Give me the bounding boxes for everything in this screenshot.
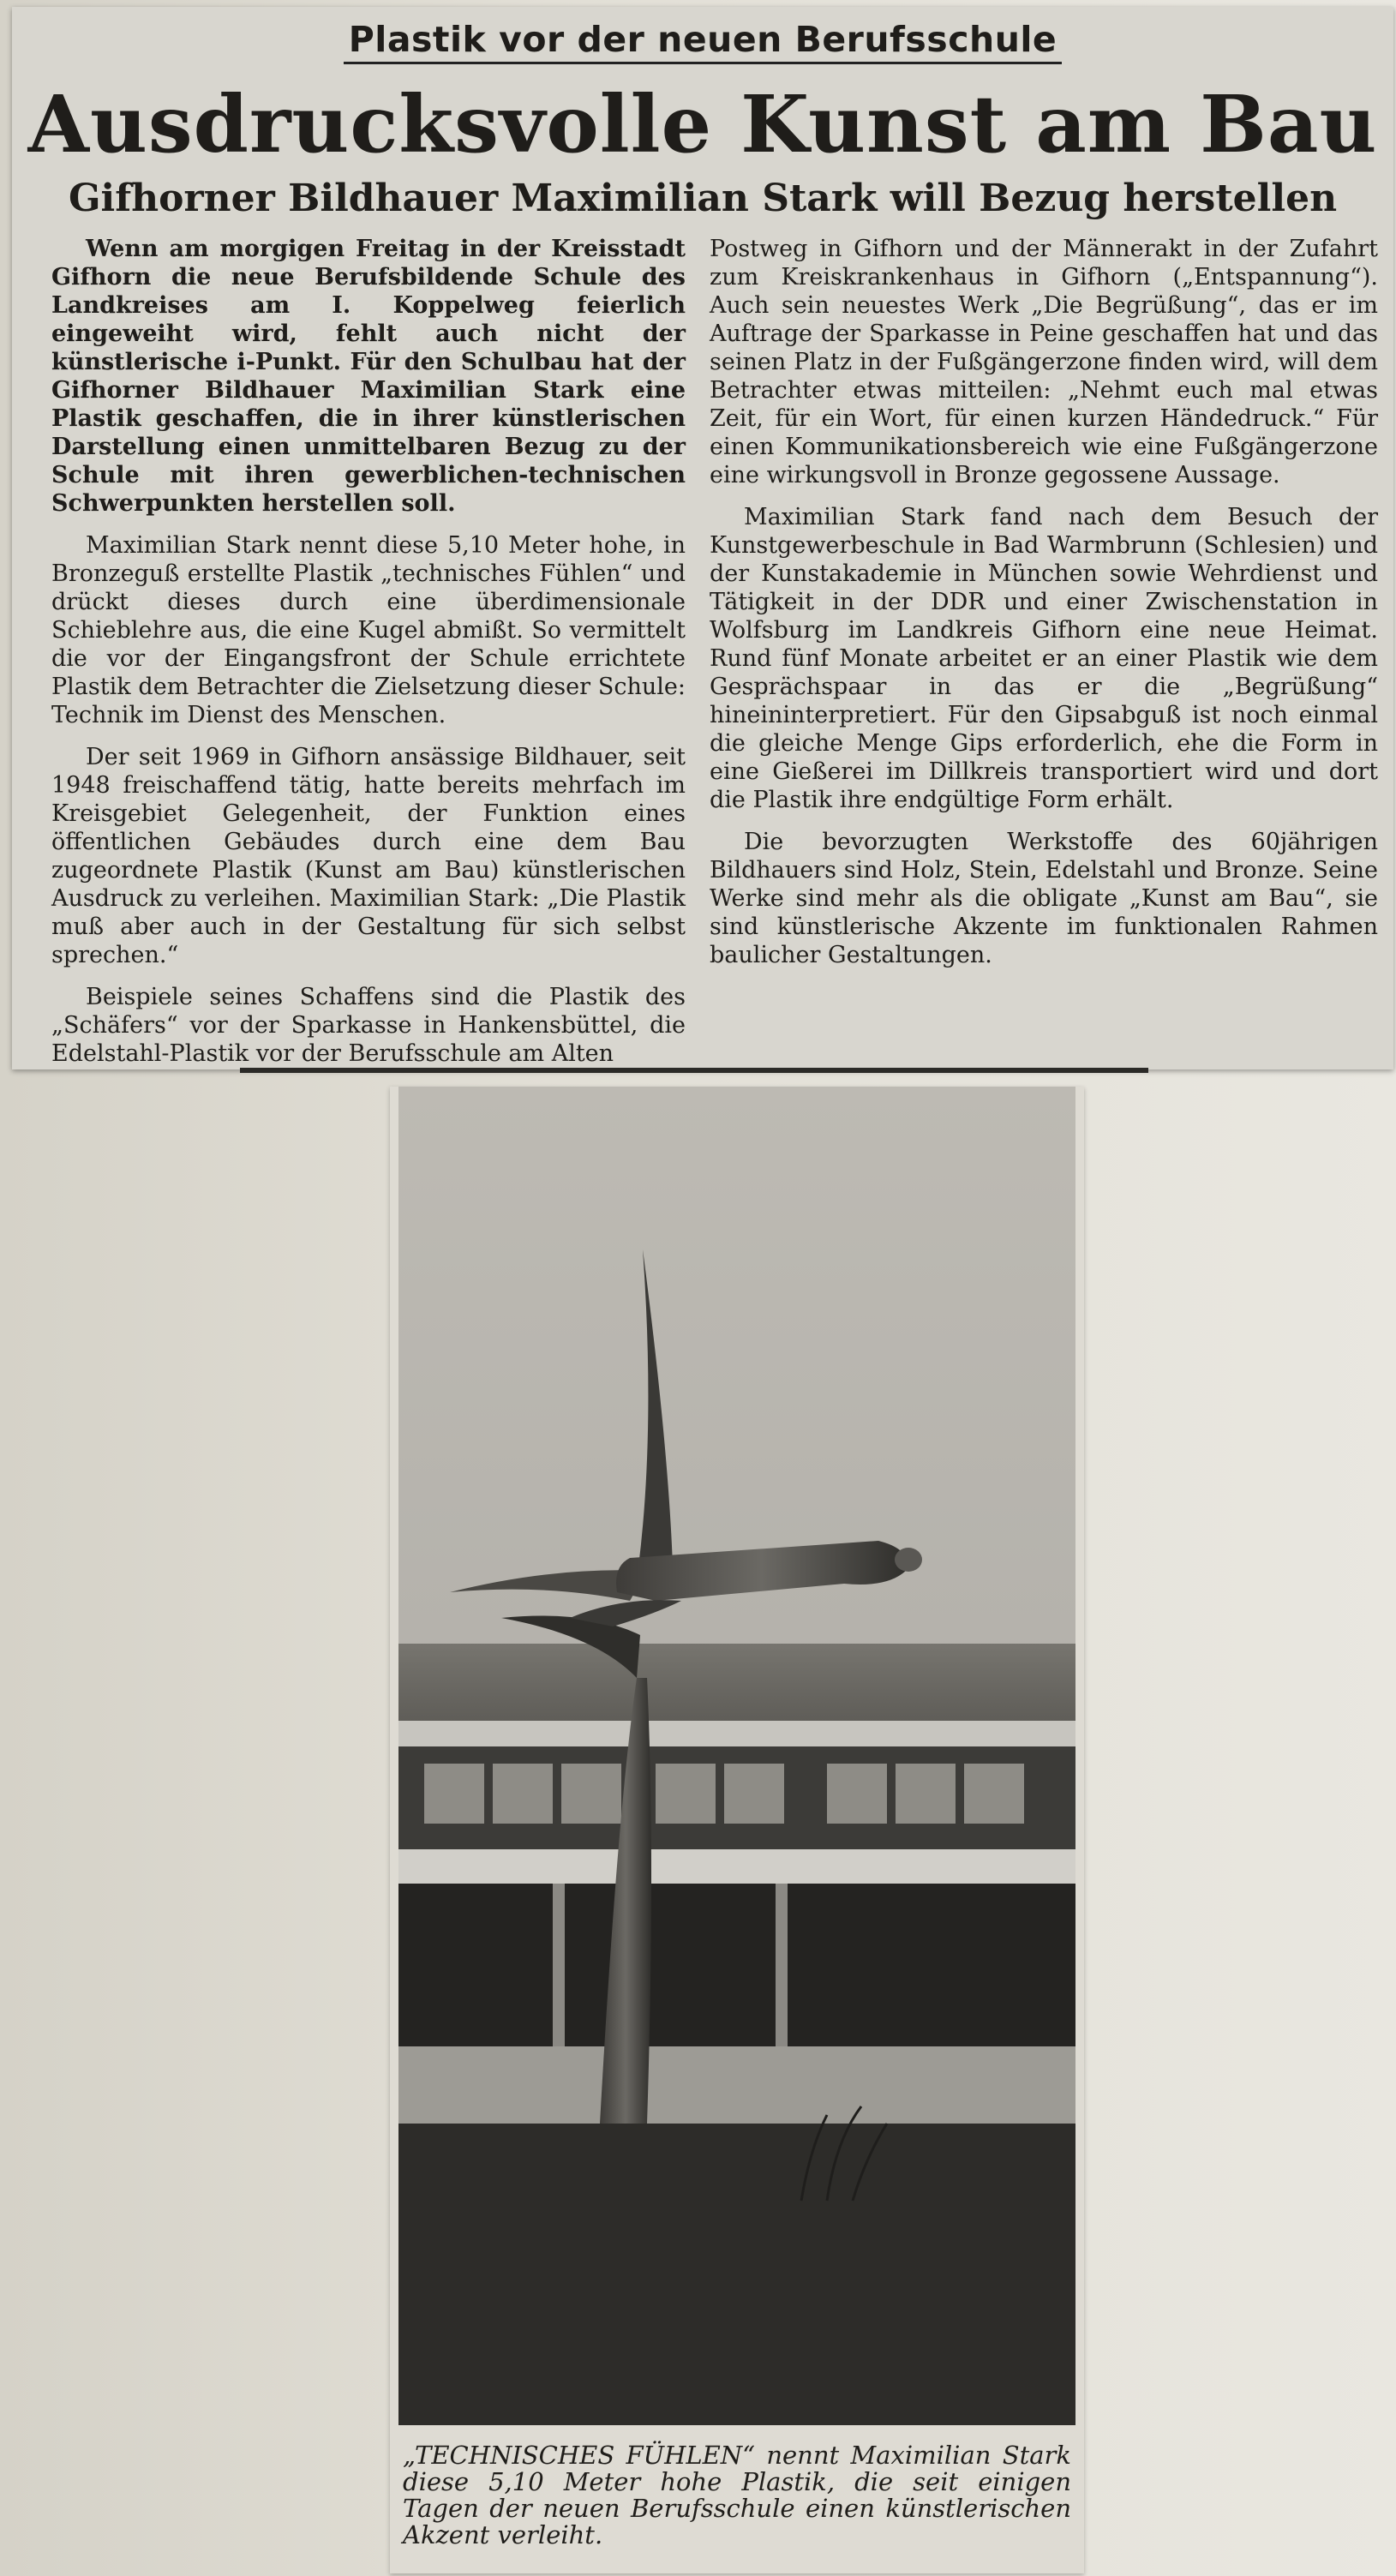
article-left-column — [51, 235, 686, 1081]
article-headline: Ausdrucksvolle Kunst am Bau — [27, 78, 1378, 171]
photo-clipping — [390, 1087, 1084, 2573]
article-paragraph: Maximilian Stark fand nach dem Besuch der Kunstgewerbeschule in Bad Warmbrunn (Schlesien) und der Kunstakademie in München sowie Wehrdienst und Tätigkeit in der DDR und einer Zwischenstation in Wolfsburg im Landkreis Gifhorn eine neue Heimat. Rund fünf Monate arbeitet er an einer Plastik wie dem Gesprächspaar in das er die „Begrüßung“ hineininterpretiert. Für den Gipsabguß ist noch einmal die gleiche Menge Gips erforderlich, ehe die Form in eine Gießerei im Dillkreis transportiert wird und dort die Plastik ihre endgültige Form erhält. — [710, 504, 1378, 813]
article-right-column — [710, 235, 1378, 983]
photo-caption: „TECHNISCHES FÜHLEN“ nennt Maximilian Stark diese 5,10 Meter hohe Plastik, die seit einigen Tagen der neuen Berufsschule einen künstlerischen Akzent verleiht. — [403, 2441, 1071, 2549]
newspaper-clipping — [12, 7, 1393, 1069]
article-subheadline: Gifhorner Bildhauer Maximilian Stark will Bezug herstellen — [68, 177, 1338, 220]
article-paragraph: Der seit 1969 in Gifhorn ansässige Bildhauer, seit 1948 freischaffend tätig, hatte bereits mehrfach im Kreisgebiet Gelegenheit, der Funktion eines öffentlichen Gebäudes durch eine dem Bau zugeordnete Plastik (Kunst am Bau) künstlerischen Ausdruck zu verleihen. Maximilian Stark: „Die Plastik muß aber auch in der Gestaltung für sich selbst sprechen.“ — [51, 744, 686, 968]
article-paragraph: Maximilian Stark nennt diese 5,10 Meter hohe, in Bronzeguß erstellte Plastik „technisches Fühlen“ und drückt dieses durch eine überdimensionale Schieblehre aus, die eine Kugel abmißt. So vermittelt die vor der Eingangsfront der Schule errichtete Plastik dem Betrachter die Zielsetzung dieser Schule: Technik im Dienst des Menschen. — [51, 532, 686, 728]
sculpture-photo — [398, 1087, 1075, 2425]
article-paragraph: Die bevorzugten Werkstoffe des 60jährigen Bildhauers sind Holz, Stein, Edelstahl und Bronze. Seine Werke sind mehr als die obligate „Kunst am Bau“, sie sind künstlerische Akzente im funktionalen Rahmen baulicher Gestaltungen. — [710, 829, 1378, 968]
divider-rule — [240, 1068, 1148, 1073]
article-lead-paragraph: Wenn am morgigen Freitag in der Kreisstadt Gifhorn die neue Berufsbildende Schule des Landkreises am I. Koppelweg feierlich eingeweiht wird, fehlt auch nicht der künstlerische i-Punkt. Für den Schulbau hat der Gifhorner Bildhauer Maximilian Stark eine Plastik geschaffen, die in ihrer künstlerischen Darstellung einen unmittelbaren Bezug zu der Schule mit ihren gewerblichen-technischen Schwerpunkten herstellen soll. — [51, 236, 686, 517]
article-kicker: Plastik vor der neuen Berufsschule — [12, 19, 1393, 60]
article-paragraph: Beispiele seines Schaffens sind die Plastik des „Schäfers“ vor der Sparkasse in Hankensbüttel, die Edelstahl-Plastik vor der Berufsschule am Alten — [51, 984, 686, 1067]
article-paragraph: Postweg in Gifhorn und der Männerakt in der Zufahrt zum Kreiskrankenhaus in Gifhorn („Entspannung“). Auch sein neuestes Werk „Die Begrüßung“, das er im Auftrage der Sparkasse in Peine geschaffen hat und das seinen Platz in der Fußgängerzone finden wird, will dem Betrachter etwas mitteilen: „Nehmt euch mal etwas Zeit, für ein Wort, für einen kurzen Händedruck.“ Für einen Kommunikationsbereich wie eine Fußgängerzone eine wirkungsvoll in Bronze gegossene Aussage. — [710, 236, 1378, 488]
